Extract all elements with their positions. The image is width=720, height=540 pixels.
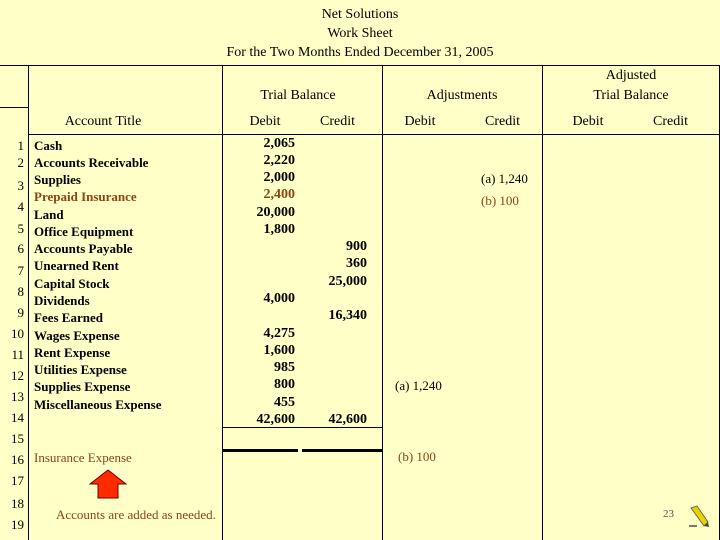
atb-credit-heading: Credit xyxy=(653,114,688,129)
row-number: 6 xyxy=(17,241,24,256)
tb-credit-total: 42,600 xyxy=(328,412,367,427)
header-bottom-rule xyxy=(28,134,720,135)
col-divider-tb xyxy=(382,65,383,540)
adj-debit-heading: Debit xyxy=(404,114,436,129)
row-number: 12 xyxy=(11,368,24,383)
tb-debit-amount: 1,800 xyxy=(263,222,295,237)
adj-debit-insurance-expense: (b) 100 xyxy=(398,449,436,464)
row-number: 17 xyxy=(11,473,24,488)
accounts-note: Accounts are added as needed. xyxy=(56,507,216,522)
trial-balance-heading: Trial Balance xyxy=(260,88,336,103)
account-title: Capital Stock xyxy=(34,276,110,291)
tb-debit-heading: Debit xyxy=(249,114,281,129)
worksheet-title: Work Sheet xyxy=(327,26,393,41)
row-number: 5 xyxy=(17,221,24,236)
row-number: 1 xyxy=(17,138,24,153)
tb-debit-amount: 455 xyxy=(274,395,295,410)
account-title-heading: Account Title xyxy=(64,114,142,129)
account-title: Dividends xyxy=(34,293,90,308)
up-arrow-icon xyxy=(88,468,128,500)
tb-debit-amount: 2,000 xyxy=(263,170,295,185)
row-number: 11 xyxy=(11,347,24,362)
row-number: 4 xyxy=(17,199,24,214)
account-title: Supplies xyxy=(34,172,81,187)
row-number: 14 xyxy=(11,410,24,425)
account-title: Rent Expense xyxy=(34,345,111,360)
account-title: Wages Expense xyxy=(34,328,120,343)
tb-credit-amount: 900 xyxy=(346,239,367,254)
row-number: 13 xyxy=(11,389,24,404)
account-title: Land xyxy=(34,207,64,222)
account-title: Supplies Expense xyxy=(34,379,131,394)
row-number: 7 xyxy=(17,263,24,278)
account-title: Fees Earned xyxy=(34,310,103,325)
top-rule xyxy=(0,65,720,66)
adj-credit-heading: Credit xyxy=(485,114,520,129)
tb-debit-amount: 2,400 xyxy=(263,187,295,202)
col-divider-account xyxy=(222,65,223,540)
adjusted-tb-heading-2: Trial Balance xyxy=(593,88,669,103)
row-number: 3 xyxy=(17,178,24,193)
row-number: 15 xyxy=(11,431,24,446)
pencil-icon xyxy=(688,505,710,529)
tb-credit-amount: 25,000 xyxy=(328,274,367,289)
row-number: 19 xyxy=(11,517,24,532)
tb-debit-amount: 4,275 xyxy=(263,326,295,341)
row-number: 16 xyxy=(11,452,24,467)
adjustments-heading: Adjustments xyxy=(426,88,498,103)
adj-credit-prepaid: (b) 100 xyxy=(481,193,519,208)
tb-credit-heading: Credit xyxy=(320,114,355,129)
account-title: Accounts Payable xyxy=(34,241,133,256)
page-number: 23 xyxy=(663,508,674,520)
tb-debit-total: 42,600 xyxy=(256,412,295,427)
total-double-rule-debit xyxy=(222,449,298,452)
account-title: Cash xyxy=(34,138,63,153)
tb-debit-amount: 2,220 xyxy=(263,153,295,168)
row-number: 9 xyxy=(17,305,24,320)
col-divider-adj xyxy=(542,65,543,540)
tb-debit-amount: 2,065 xyxy=(263,136,295,151)
total-underline xyxy=(222,427,382,428)
adjusted-tb-heading-1: Adjusted xyxy=(605,68,657,83)
account-title: Insurance Expense xyxy=(34,450,132,465)
account-title: Miscellaneous Expense xyxy=(34,397,162,412)
row-number: 2 xyxy=(17,155,24,170)
total-double-rule-credit xyxy=(302,449,382,452)
tb-debit-amount: 4,000 xyxy=(263,291,295,306)
account-title: Prepaid Insurance xyxy=(34,189,137,204)
row-number: 18 xyxy=(11,496,24,511)
row-number: 8 xyxy=(17,284,24,299)
tb-credit-amount: 16,340 xyxy=(328,308,367,323)
row-number: 10 xyxy=(11,326,24,341)
tb-debit-amount: 800 xyxy=(274,377,295,392)
col-divider-num xyxy=(28,65,29,540)
period-line: For the Two Months Ended December 31, 2005 xyxy=(226,45,494,60)
left-short-rule xyxy=(0,107,28,108)
tb-credit-amount: 360 xyxy=(346,256,367,271)
tb-debit-amount: 1,600 xyxy=(263,343,295,358)
company-name: Net Solutions xyxy=(321,7,399,22)
tb-debit-amount: 20,000 xyxy=(256,205,295,220)
tb-debit-amount: 985 xyxy=(274,360,295,375)
account-title: Office Equipment xyxy=(34,224,134,239)
account-title: Utilities Expense xyxy=(34,362,127,377)
account-title: Accounts Receivable xyxy=(34,155,149,170)
account-title: Unearned Rent xyxy=(34,258,119,273)
adj-credit-supplies: (a) 1,240 xyxy=(481,171,528,186)
adj-debit-supplies-expense: (a) 1,240 xyxy=(395,378,442,393)
atb-debit-heading: Debit xyxy=(572,114,604,129)
